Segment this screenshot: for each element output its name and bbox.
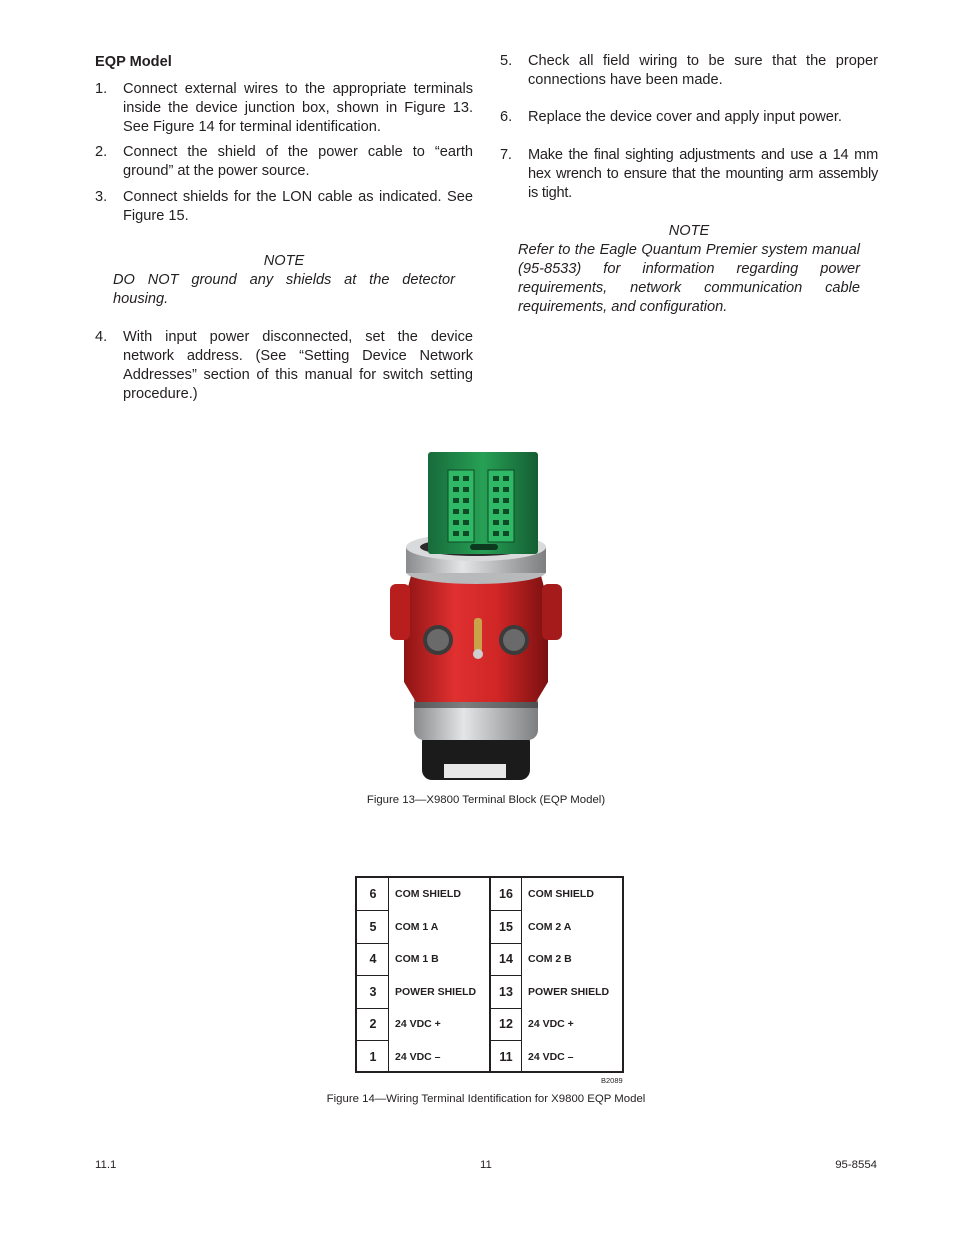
step-5	[500, 52, 878, 90]
terminal-number: 1	[369, 1049, 377, 1064]
terminal-label: COM 2 A	[528, 920, 572, 933]
terminal-row	[357, 943, 489, 976]
terminal-number: 4	[369, 952, 377, 967]
note-body: DO NOT ground any shields at the detector housing.	[113, 272, 455, 307]
terminal-label: COM 2 B	[528, 953, 572, 966]
terminal-label: COM 1 A	[395, 920, 439, 933]
terminal-label: COM 1 B	[395, 953, 439, 966]
left-column	[95, 52, 473, 404]
step-1	[95, 80, 473, 137]
step-number: 7.	[500, 147, 512, 163]
terminal-label: POWER SHIELD	[528, 985, 610, 998]
terminal-row	[490, 943, 624, 976]
terminal-identification-table	[355, 876, 624, 1073]
terminal-row	[490, 1008, 624, 1041]
step-number: 6.	[500, 109, 513, 125]
step-number: 1.	[95, 81, 108, 97]
note-title: NOTE	[263, 253, 305, 269]
terminal-number: 13	[499, 984, 513, 999]
terminal-row	[357, 1041, 489, 1074]
step-4	[95, 328, 473, 404]
step-text: Connect external wires to the appropriate terminals inside the device junction box, shown in Figure 13. See Figure 14 for terminal identification.	[123, 81, 473, 135]
terminal-row	[490, 1041, 624, 1074]
figure-13-caption: Figure 13—X9800 Terminal Block (EQP Model)	[366, 794, 606, 806]
terminal-row	[357, 1008, 489, 1041]
step-number: 5.	[500, 53, 513, 69]
terminal-number: 15	[499, 919, 513, 934]
terminal-number: 2	[369, 1017, 377, 1032]
terminal-number: 14	[499, 952, 513, 967]
terminal-row	[490, 878, 624, 911]
terminal-label: 24 VDC –	[395, 1050, 441, 1063]
note-title: NOTE	[668, 223, 710, 239]
right-column	[500, 52, 878, 317]
terminal-row	[357, 911, 489, 944]
figure-14-caption: Figure 14—Wiring Terminal Identification for X9800 EQP Model	[326, 1093, 646, 1105]
terminal-row	[357, 976, 489, 1009]
terminal-label: COM SHIELD	[395, 888, 461, 901]
terminal-number: 6	[369, 887, 377, 902]
step-number: 4.	[95, 329, 108, 345]
terminal-number: 5	[369, 919, 377, 934]
step-7	[500, 146, 878, 203]
terminal-row	[490, 911, 624, 944]
x9800-terminal-block-illustration	[386, 452, 566, 782]
terminal-number: 11	[499, 1049, 513, 1064]
terminal-label: 24 VDC +	[395, 1018, 441, 1031]
note-body: Refer to the Eagle Quantum Premier system manual (95-8533) for information regarding power requirements, network communication cable requirements, and configuration.	[518, 242, 860, 315]
step-text: Make the final sighting adjustments and use a 14 mm hex wrench to ensure that the mounting arm assembly is tight.	[528, 147, 878, 201]
note-block	[95, 252, 473, 309]
footer-revision: 11.1	[95, 1159, 117, 1171]
terminal-row	[357, 878, 489, 911]
terminal-label: 24 VDC –	[528, 1050, 574, 1063]
section-heading: EQP Model	[95, 54, 172, 70]
terminal-row	[490, 976, 624, 1009]
terminal-label: COM SHIELD	[528, 888, 594, 901]
note-block	[500, 222, 878, 317]
figure-code: B2089	[601, 1076, 623, 1085]
terminal-column-left	[357, 878, 489, 1071]
footer-doc-number: 95-8554	[835, 1159, 877, 1171]
terminal-number: 16	[499, 887, 513, 902]
footer-page-number: 11	[480, 1159, 492, 1171]
step-2	[95, 143, 473, 181]
terminal-label: 24 VDC +	[528, 1018, 574, 1031]
terminal-column-right	[490, 878, 624, 1071]
step-text: Check all field wiring to be sure that the proper connections have been made.	[528, 53, 878, 88]
step-number: 2.	[95, 144, 108, 160]
step-text: Replace the device cover and apply input power.	[528, 109, 842, 125]
terminal-label: POWER SHIELD	[395, 985, 477, 998]
terminal-number: 12	[499, 1017, 513, 1032]
terminal-number: 3	[369, 984, 377, 999]
step-3	[95, 188, 473, 226]
step-6	[500, 108, 878, 127]
step-text: Connect shields for the LON cable as indicated. See Figure 15.	[123, 189, 473, 224]
step-text: Connect the shield of the power cable to “earth ground” at the power source.	[123, 144, 473, 179]
step-text: With input power disconnected, set the device network address. (See “Setting Device Network Addresses” section of this manual for switch setting procedure.)	[123, 329, 473, 402]
step-number: 3.	[95, 189, 108, 205]
